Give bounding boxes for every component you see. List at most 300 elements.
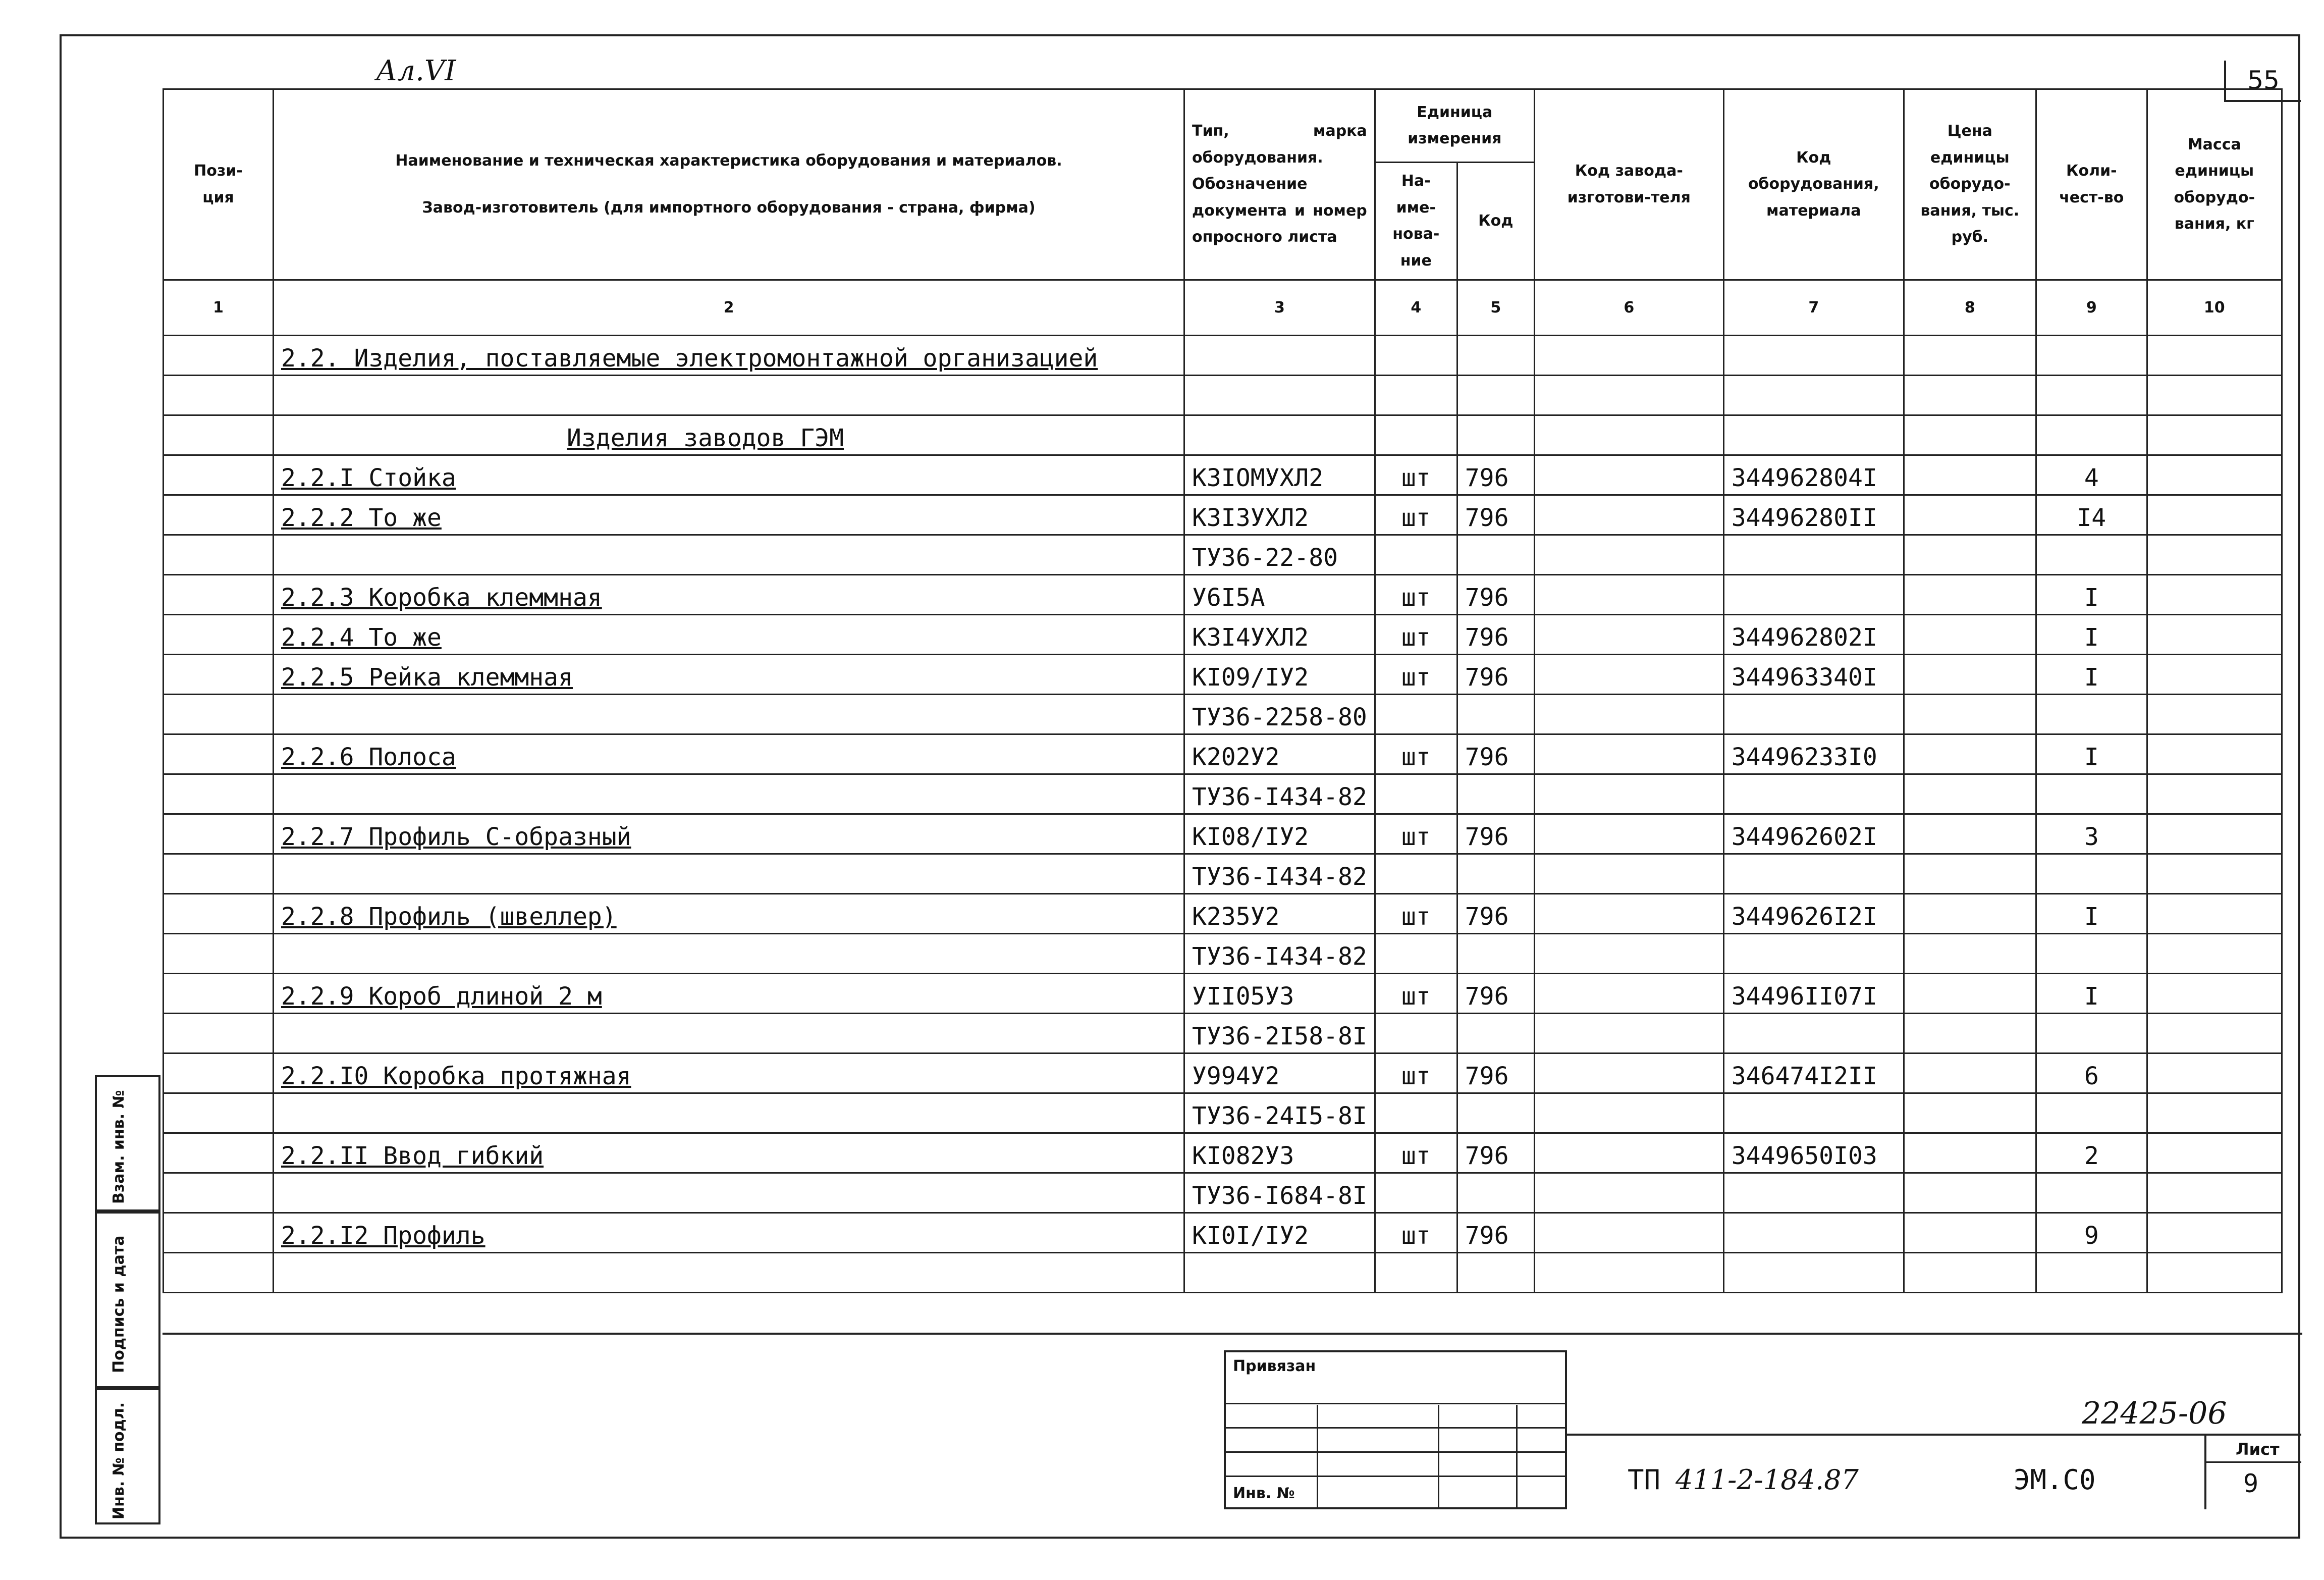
cell-name: [274, 774, 1184, 814]
cell-factory-code: [1534, 455, 1723, 495]
cell-type: [1184, 774, 1375, 814]
cell-unit: [1375, 1213, 1457, 1253]
cell-quantity-text: I: [2084, 743, 2099, 771]
cell-unit-text: шт: [1401, 663, 1431, 692]
cell-mass: [2147, 455, 2282, 495]
cell-mass: [2147, 854, 2282, 894]
cell-equipment-code: [1723, 1093, 1904, 1133]
cell-equipment-code: [1723, 1213, 1904, 1253]
cell-name: [274, 934, 1184, 974]
cell-unit: [1375, 814, 1457, 854]
cell-name-text: 2.2.3 Коробка клеммная: [281, 584, 602, 612]
cell-equipment-code: [1723, 376, 1904, 415]
cell-quantity-text: I4: [2077, 504, 2106, 532]
cell-price: [1904, 1054, 2036, 1093]
cell-factory-code: [1534, 734, 1723, 774]
cell-quantity: [2036, 415, 2147, 455]
cell-factory-code: [1534, 495, 1723, 535]
cell-price: [1904, 575, 2036, 615]
cell-price: [1904, 695, 2036, 734]
cell-mass: [2147, 336, 2282, 376]
cell-type: [1184, 1133, 1375, 1173]
table-row: [164, 455, 2282, 495]
cell-quantity: [2036, 1093, 2147, 1133]
table-row: [164, 575, 2282, 615]
cell-quantity-text: 3: [2084, 823, 2099, 851]
table-row: [164, 1093, 2282, 1133]
cell-unit: [1375, 575, 1457, 615]
cell-type: [1184, 1054, 1375, 1093]
cell-factory-code: [1534, 575, 1723, 615]
cell-unit-code: [1457, 1253, 1534, 1293]
doc-mark: ЭМ.С0: [2014, 1464, 2096, 1496]
cell-unit: [1375, 1093, 1457, 1133]
cell-factory-code: [1534, 1173, 1723, 1213]
cell-type-text: У6I5А: [1192, 584, 1265, 612]
table-row: [164, 376, 2282, 415]
cell-unit: [1375, 415, 1457, 455]
cell-type: [1184, 854, 1375, 894]
cell-equipment-code: [1723, 415, 1904, 455]
cell-name-text: 2.2.I0 Коробка протяжная: [281, 1062, 631, 1090]
cell-price: [1904, 814, 2036, 854]
cell-equipment-code-text: 344963340I: [1731, 663, 1877, 692]
cell-type: [1184, 535, 1375, 575]
cell-type: [1184, 1093, 1375, 1133]
cell-name: [274, 415, 1184, 455]
cell-name: [274, 974, 1184, 1014]
stamp-label-inv-no: Инв. №: [1233, 1485, 1295, 1502]
cell-price: [1904, 655, 2036, 695]
cell-quantity-text: I: [2084, 623, 2099, 652]
cell-type-text: У994У2: [1192, 1062, 1280, 1090]
cell-quantity: [2036, 1054, 2147, 1093]
cell-position: [164, 774, 274, 814]
cell-factory-code: [1534, 774, 1723, 814]
cell-name: [274, 814, 1184, 854]
cell-name: [274, 1173, 1184, 1213]
cell-unit-code-text: 796: [1465, 823, 1509, 851]
table-row: [164, 854, 2282, 894]
cell-mass: [2147, 1173, 2282, 1213]
header-position: Пози- ция: [164, 89, 274, 280]
cell-unit-code: [1457, 814, 1534, 854]
cell-equipment-code-text: 344962804I: [1731, 464, 1877, 492]
cell-quantity: [2036, 894, 2147, 934]
cell-unit-code: [1457, 1173, 1534, 1213]
cell-name-text: 2.2.I2 Профиль: [281, 1222, 485, 1250]
cell-unit: [1375, 1173, 1457, 1213]
cell-name: [274, 535, 1184, 575]
cell-quantity: [2036, 934, 2147, 974]
cell-position: [164, 934, 274, 974]
cell-name: [274, 734, 1184, 774]
cell-quantity: [2036, 495, 2147, 535]
cell-unit-code-text: 796: [1465, 663, 1509, 692]
cell-unit: [1375, 854, 1457, 894]
cell-position: [164, 814, 274, 854]
cell-unit-text: шт: [1401, 982, 1431, 1011]
cell-quantity: [2036, 1014, 2147, 1054]
cell-unit: [1375, 974, 1457, 1014]
cell-quantity-text: I: [2084, 903, 2099, 931]
cell-type: [1184, 734, 1375, 774]
table-row: [164, 1173, 2282, 1213]
cell-unit-code: [1457, 1213, 1534, 1253]
header-equipment-code: Код оборудования, материала: [1723, 89, 1904, 280]
cell-unit-code: [1457, 495, 1534, 535]
cell-price: [1904, 535, 2036, 575]
cell-unit: [1375, 734, 1457, 774]
cell-unit-code: [1457, 974, 1534, 1014]
table-row: [164, 336, 2282, 376]
cell-price: [1904, 1133, 2036, 1173]
cell-position: [164, 974, 274, 1014]
cell-unit-code: [1457, 854, 1534, 894]
cell-quantity-text: 9: [2084, 1222, 2099, 1250]
cell-mass: [2147, 1253, 2282, 1293]
cell-position: [164, 455, 274, 495]
cell-unit: [1375, 1054, 1457, 1093]
cell-equipment-code: [1723, 495, 1904, 535]
cell-name-text: 2.2.I Стойка: [281, 464, 456, 492]
cell-unit: [1375, 535, 1457, 575]
cell-factory-code: [1534, 974, 1723, 1014]
header-unit-code: Код: [1457, 163, 1534, 280]
cell-price: [1904, 376, 2036, 415]
cell-equipment-code-text: 3449650I03: [1731, 1142, 1877, 1170]
cell-unit-text: шт: [1401, 903, 1431, 931]
cell-factory-code: [1534, 1133, 1723, 1173]
cell-unit: [1375, 1014, 1457, 1054]
cell-name-text: 2.2.7 Профиль С-образный: [281, 823, 631, 851]
cell-quantity-text: I: [2084, 584, 2099, 612]
cell-quantity: [2036, 854, 2147, 894]
cell-type: [1184, 974, 1375, 1014]
cell-unit-text: шт: [1401, 1062, 1431, 1090]
table-row: [164, 1014, 2282, 1054]
cell-unit: [1375, 655, 1457, 695]
cell-equipment-code: [1723, 455, 1904, 495]
cell-unit: [1375, 934, 1457, 974]
cell-type: [1184, 695, 1375, 734]
cell-name: [274, 1213, 1184, 1253]
cell-factory-code: [1534, 854, 1723, 894]
cell-name: [274, 495, 1184, 535]
cell-position: [164, 1133, 274, 1173]
cell-position: [164, 894, 274, 934]
cell-unit-code: [1457, 455, 1534, 495]
cell-unit-code: [1457, 734, 1534, 774]
cell-mass: [2147, 894, 2282, 934]
cell-name: [274, 455, 1184, 495]
doc-prefix: ТП: [1628, 1464, 1661, 1496]
cell-mass: [2147, 495, 2282, 535]
cell-unit-code: [1457, 615, 1534, 655]
header-quantity: Коли-чест-во: [2036, 89, 2147, 280]
cell-unit: [1375, 615, 1457, 655]
cell-equipment-code: [1723, 814, 1904, 854]
cell-type-text: УII05У3: [1192, 982, 1294, 1011]
cell-quantity-text: I: [2084, 663, 2099, 692]
cell-unit-text: шт: [1401, 623, 1431, 652]
sheet-number: 55: [2224, 61, 2301, 102]
cell-price: [1904, 1253, 2036, 1293]
cell-name: [274, 894, 1184, 934]
cell-factory-code: [1534, 336, 1723, 376]
album-label: Ал.VI: [376, 55, 456, 87]
cell-type-text: К3IОМУХЛ2: [1192, 464, 1324, 492]
cell-name-text: 2.2.4 То же: [281, 623, 442, 652]
cell-factory-code: [1534, 1054, 1723, 1093]
cell-type-text: К235У2: [1192, 903, 1280, 931]
cell-equipment-code: [1723, 1133, 1904, 1173]
cell-factory-code: [1534, 615, 1723, 655]
cell-price: [1904, 934, 2036, 974]
cell-mass: [2147, 1014, 2282, 1054]
cell-unit-code: [1457, 894, 1534, 934]
stamp-label-privyazan: Привязан: [1233, 1357, 1316, 1375]
cell-position: [164, 415, 274, 455]
cell-factory-code: [1534, 695, 1723, 734]
cell-position: [164, 655, 274, 695]
cell-name: [274, 1133, 1184, 1173]
cell-type-text: ТУ36-2I58-8I: [1192, 1022, 1367, 1050]
cell-type: [1184, 934, 1375, 974]
cell-unit-code-text: 796: [1465, 584, 1509, 612]
cell-mass: [2147, 415, 2282, 455]
handwritten-number: 22425-06: [2082, 1396, 2227, 1431]
cell-quantity: [2036, 1253, 2147, 1293]
cell-unit: [1375, 376, 1457, 415]
cell-factory-code: [1534, 415, 1723, 455]
cell-equipment-code: [1723, 1173, 1904, 1213]
cell-quantity-text: 6: [2084, 1062, 2099, 1090]
cell-unit-code: [1457, 415, 1534, 455]
cell-unit-text: шт: [1401, 464, 1431, 492]
cell-unit-code: [1457, 1133, 1534, 1173]
cell-equipment-code: [1723, 1054, 1904, 1093]
cell-unit: [1375, 774, 1457, 814]
cell-equipment-code: [1723, 854, 1904, 894]
side-label-podpis: Подпись и дата: [110, 1235, 128, 1373]
cell-type: [1184, 1253, 1375, 1293]
cell-type-text: ТУ36-2258-80: [1192, 703, 1367, 731]
specification-table: [163, 88, 2283, 1293]
cell-price: [1904, 336, 2036, 376]
cell-name-text: 2.2.9 Короб длиной 2 м: [281, 982, 602, 1011]
cell-position: [164, 495, 274, 535]
cell-name: [274, 1054, 1184, 1093]
cell-mass: [2147, 535, 2282, 575]
cell-factory-code: [1534, 376, 1723, 415]
cell-mass: [2147, 615, 2282, 655]
cell-unit-code: [1457, 934, 1534, 974]
cell-price: [1904, 1014, 2036, 1054]
cell-quantity: [2036, 455, 2147, 495]
cell-unit-code: [1457, 695, 1534, 734]
cell-unit-code-text: 796: [1465, 1222, 1509, 1250]
cell-type: [1184, 1014, 1375, 1054]
cell-unit-text: шт: [1401, 504, 1431, 532]
cell-type-text: ТУ36-22-80: [1192, 544, 1338, 572]
cell-name-text: 2.2.II Ввод гибкий: [281, 1142, 544, 1170]
cell-price: [1904, 894, 2036, 934]
cell-equipment-code: [1723, 535, 1904, 575]
cell-equipment-code: [1723, 655, 1904, 695]
cell-equipment-code: [1723, 774, 1904, 814]
cell-quantity: [2036, 575, 2147, 615]
cell-position: [164, 695, 274, 734]
cell-type-text: КI0I/IУ2: [1192, 1222, 1309, 1250]
cell-quantity: [2036, 734, 2147, 774]
header-name: Наименование и техническая характеристика оборудования и материалов. Завод-изготовитель (для импортного оборудования - страна, фирма): [274, 89, 1184, 280]
header-unit-name: На-име-нова-ние: [1375, 163, 1457, 280]
cell-name: [274, 1014, 1184, 1054]
cell-equipment-code-text: 3449626I2I: [1731, 903, 1877, 931]
cell-name: [274, 575, 1184, 615]
cell-unit-code-text: 796: [1465, 504, 1509, 532]
table-row: [164, 934, 2282, 974]
cell-position: [164, 535, 274, 575]
cell-equipment-code: [1723, 1014, 1904, 1054]
cell-mass: [2147, 774, 2282, 814]
cell-factory-code: [1534, 894, 1723, 934]
side-stamp-inv-podl: [95, 1388, 160, 1524]
cell-mass: [2147, 934, 2282, 974]
table-row: [164, 655, 2282, 695]
cell-unit: [1375, 894, 1457, 934]
cell-type: [1184, 575, 1375, 615]
cell-unit: [1375, 1253, 1457, 1293]
cell-unit-code: [1457, 575, 1534, 615]
table-row: [164, 974, 2282, 1014]
cell-price: [1904, 1213, 2036, 1253]
cell-equipment-code-text: 34496II07I: [1731, 982, 1877, 1011]
cell-unit: [1375, 1133, 1457, 1173]
cell-type: [1184, 655, 1375, 695]
header-factory-code: Код завода-изготови-теля: [1534, 89, 1723, 280]
cell-quantity: [2036, 1133, 2147, 1173]
cell-type: [1184, 894, 1375, 934]
cell-quantity-text: 4: [2084, 464, 2099, 492]
cell-equipment-code-text: 34496280II: [1731, 504, 1877, 532]
binding-stamp: [1224, 1350, 1567, 1509]
cell-name-text: 2.2.2 То же: [281, 504, 442, 532]
cell-unit-code: [1457, 774, 1534, 814]
cell-quantity: [2036, 535, 2147, 575]
side-stamp-vzam: [95, 1075, 160, 1212]
cell-type-text: ТУ36-I434-82: [1192, 942, 1367, 971]
cell-quantity: [2036, 336, 2147, 376]
cell-name: [274, 695, 1184, 734]
cell-type: [1184, 455, 1375, 495]
cell-name-text: 2.2.5 Рейка клеммная: [281, 663, 573, 692]
cell-unit-text: шт: [1401, 743, 1431, 771]
cell-name-text: Изделия заводов ГЭМ: [567, 424, 844, 452]
cell-mass: [2147, 376, 2282, 415]
cell-quantity: [2036, 376, 2147, 415]
cell-unit-code-text: 796: [1465, 903, 1509, 931]
cell-type-text: КI09/IУ2: [1192, 663, 1309, 692]
cell-equipment-code-text: 344962602I: [1731, 823, 1877, 851]
table-row: [164, 535, 2282, 575]
cell-equipment-code: [1723, 336, 1904, 376]
cell-type: [1184, 1213, 1375, 1253]
cell-unit: [1375, 336, 1457, 376]
cell-name-text: 2.2. Изделия, поставляемые электромонтажной организацией: [281, 344, 1098, 373]
cell-unit-code: [1457, 336, 1534, 376]
cell-price: [1904, 974, 2036, 1014]
table-row: [164, 894, 2282, 934]
side-label-vzam: Взам. инв. №: [110, 1090, 128, 1204]
cell-name: [274, 615, 1184, 655]
title-block-top-line: [163, 1333, 2302, 1335]
cell-type-text: К3I4УХЛ2: [1192, 623, 1309, 652]
cell-type-text: ТУ36-I434-82: [1192, 783, 1367, 811]
cell-position: [164, 1014, 274, 1054]
cell-equipment-code-text: 346474I2II: [1731, 1062, 1877, 1090]
cell-mass: [2147, 814, 2282, 854]
column-index-row: 1 2 3 4 5 6 7 8 9 10: [164, 280, 2282, 336]
cell-unit-code-text: 796: [1465, 623, 1509, 652]
cell-equipment-code: [1723, 934, 1904, 974]
cell-equipment-code: [1723, 974, 1904, 1014]
cell-position: [164, 615, 274, 655]
table-row: [164, 415, 2282, 455]
cell-quantity: [2036, 615, 2147, 655]
table-row: [164, 495, 2282, 535]
cell-name: [274, 1093, 1184, 1133]
cell-type-text: ТУ36-I434-82: [1192, 863, 1367, 891]
cell-factory-code: [1534, 1213, 1723, 1253]
cell-type: [1184, 376, 1375, 415]
cell-type: [1184, 1173, 1375, 1213]
table-row: [164, 774, 2282, 814]
table-row: [164, 615, 2282, 655]
cell-type-text: ТУ36-24I5-8I: [1192, 1102, 1367, 1130]
cell-type: [1184, 615, 1375, 655]
cell-price: [1904, 615, 2036, 655]
cell-mass: [2147, 734, 2282, 774]
cell-unit-code: [1457, 535, 1534, 575]
cell-position: [164, 1054, 274, 1093]
cell-position: [164, 575, 274, 615]
cell-quantity: [2036, 974, 2147, 1014]
cell-name: [274, 655, 1184, 695]
cell-factory-code: [1534, 814, 1723, 854]
cell-equipment-code: [1723, 1253, 1904, 1293]
cell-equipment-code: [1723, 734, 1904, 774]
cell-factory-code: [1534, 1014, 1723, 1054]
cell-type-text: КI08/IУ2: [1192, 823, 1309, 851]
cell-position: [164, 376, 274, 415]
list-label: Лист: [2236, 1440, 2280, 1459]
header-type: Тип, марка оборудования. Обозначение документа и номер опросного листа: [1184, 89, 1375, 280]
cell-name: [274, 336, 1184, 376]
cell-factory-code: [1534, 535, 1723, 575]
cell-factory-code: [1534, 1253, 1723, 1293]
cell-unit-code-text: 796: [1465, 1142, 1509, 1170]
cell-mass: [2147, 974, 2282, 1014]
cell-price: [1904, 1093, 2036, 1133]
cell-unit-code: [1457, 1014, 1534, 1054]
cell-position: [164, 1093, 274, 1133]
cell-mass: [2147, 695, 2282, 734]
cell-equipment-code: [1723, 695, 1904, 734]
table-row: [164, 1253, 2282, 1293]
cell-type: [1184, 814, 1375, 854]
